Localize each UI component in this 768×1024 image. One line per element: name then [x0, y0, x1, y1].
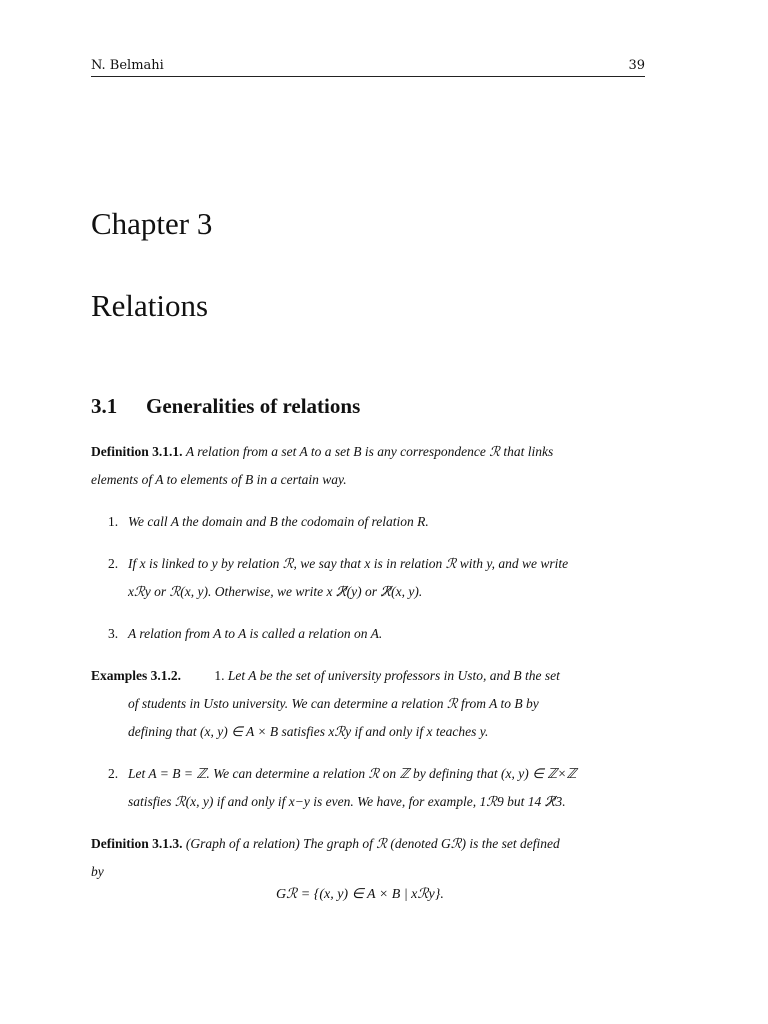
definition-label: Definition 3.1.3. — [91, 836, 183, 851]
definition-text-line1: A relation from a set A to a set B is any correspondence ℛ that links — [185, 444, 554, 459]
chapter-title: Relations — [91, 288, 209, 323]
list-item-number: 2. — [108, 766, 119, 781]
definition-text-line2: elements of A to elements of B in a certain way. — [91, 472, 347, 487]
header-author: N. Belmahi — [91, 58, 164, 73]
section-title: Generalities of relations — [146, 394, 361, 418]
header-page-number: 39 — [628, 58, 645, 73]
list-item-number: 3. — [108, 626, 119, 641]
list-item — [108, 760, 660, 816]
examples-label: Examples 3.1.2. — [91, 668, 182, 683]
definition-3-1-3 — [91, 830, 660, 886]
list-item-text: Let A = B = ℤ. We can determine a relation ℛ on ℤ by defining that (x, y) ∈ ℤ×ℤ — [128, 766, 577, 781]
list-item-text-cont: xℛy or ℛ(x, y). Otherwise, we write x ℛ̸(y) or ℛ̸(x, y). — [128, 584, 423, 599]
list-item-text-cont: of students in Usto university. We can determine a relation ℛ from A to B by — [128, 696, 539, 711]
list-item-text-cont: satisfies ℛ(x, y) if and only if x−y is even. We have, for example, 1ℛ9 but 14 ℛ̸3. — [128, 794, 566, 809]
list-item-text: We call A the domain and B the codomain of relation R. — [128, 514, 429, 529]
running-header — [91, 56, 645, 77]
list-item-text: If x is linked to y by relation ℛ, we say that x is in relation ℛ with y, and we write — [128, 556, 569, 571]
list-item — [108, 620, 660, 648]
definition-3-1-1 — [91, 438, 660, 494]
list-item-text: A relation from A to A is called a relation on A. — [128, 626, 383, 641]
document-page — [91, 0, 660, 1024]
section-number: 3.1 — [91, 394, 118, 418]
definition-text-line2: by — [91, 864, 104, 879]
graph-formula: Gℛ = {(x, y) ∈ A × B | xℛy}. — [276, 887, 444, 902]
section-heading — [91, 394, 360, 419]
definition-text-line1: (Graph of a relation) The graph of ℛ (denoted Gℛ) is the set defined — [185, 836, 560, 851]
list-item-text: Let A be the set of university professors in Usto, and B the set — [227, 668, 560, 683]
list-item-number: 1. — [214, 668, 225, 683]
examples-3-1-2 — [91, 662, 660, 746]
list-item — [108, 550, 660, 606]
chapter-number: Chapter 3 — [91, 206, 213, 241]
definition-label: Definition 3.1.1. — [91, 444, 183, 459]
list-item-number: 2. — [108, 556, 119, 571]
list-item-number: 1. — [108, 514, 119, 529]
list-item — [108, 508, 660, 536]
list-item-text-cont: defining that (x, y) ∈ A × B satisfies xℛy if and only if x teaches y. — [128, 724, 489, 739]
